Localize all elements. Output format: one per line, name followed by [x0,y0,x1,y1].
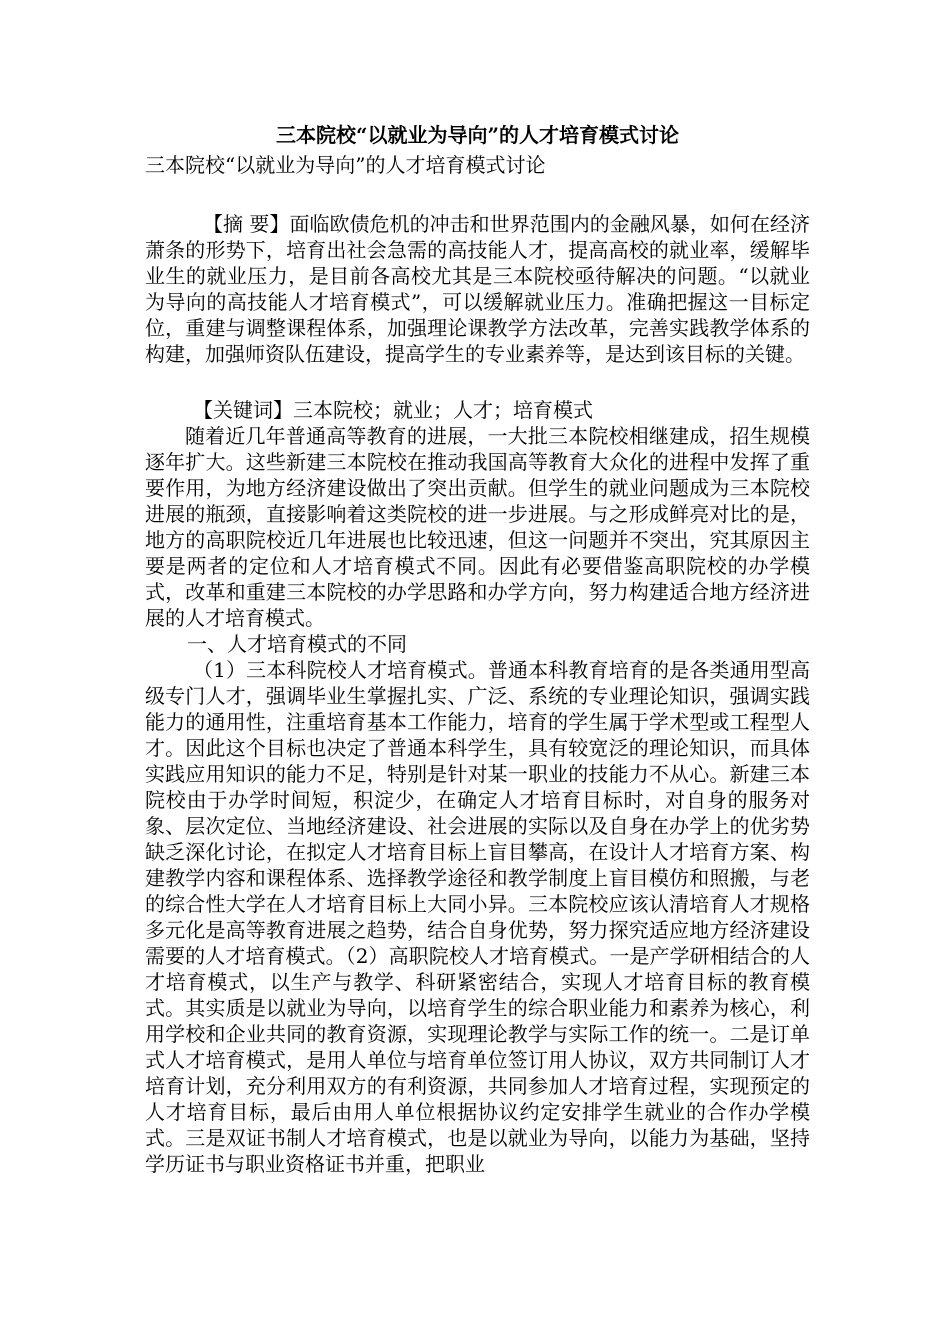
section-heading: 一、人才培育模式的不同 [187,632,407,656]
document-subtitle: 三本院校“以就业为导向”的人才培育模式讨论 [145,153,546,177]
document-page [145,120,810,1177]
intro-paragraph: 随着近几年普通高等教育的进展，一大批三本院校相继建成，招生规模逐年扩大。这些新建三本院校在推动我国高等教育大众化的进程中发挥了重要作用，为地方经济建设做出了突出贡献。但学生的就业问题成为三本院校进展的瓶颈，直接影响着这类院校的进一步进展。与之形成鲜亮对比的是，地方的高职院校近几年进展也比较迅速，但这一问题并不突出，究其原因主要是两者的定位和人才培育模式不同。因此有必要借鉴高职院校的办学模式，改革和重建三本院校的办学思路和办学方向，努力构建适合地方经济进展的人才培育模式。 [145,424,810,630]
section-body-paragraph: （1）三本科院校人才培育模式。普通本科教育培育的是各类通用型高级专门人才，强调毕业生掌握扎实、广泛、系统的专业理论知识，强调实践能力的通用性，注重培育基本工作能力，培育的学生属于学术型或工程型人才。因此这个目标也决定了普通本科学生，具有较宽泛的理论知识，而具体实践应用知识的能力不足，特别是针对某一职业的技能力不从心。新建三本院校由于办学时间短，积淀少，在确定人才培育目标时，对自身的服务对象、层次定位、当地经济建设、社会进展的实际以及自身在办学上的优劣势缺乏深化讨论，在拟定人才培育目标上盲目攀高，在设计人才培育方案、构建教学内容和课程体系、选择教学途径和教学制度上盲目模仿和照搬，与老的综合性大学在人才培育目标上大同小异。三本院校应该认清培育人才规格多元化是高等教育进展之趋势，结合自身优势，努力探究适应地方经济建设需要的人才培育模式。（2）高职院校人才培育模式。一是产学研相结合的人才培育模式，以生产与教学、科研紧密结合，实现人才培育目标的教育模式。其实质是以就业为导向，以培育学生的综合职业能力和素养为核心，利用学校和企业共同的教育资源，实现理论教学与实际工作的统一。二是订单式人才培育模式，是用人单位与培育单位签订用人协议，双方共同制订人才培育计划，充分利用双方的有利资源，共同参加人才培育过程，实现预定的人才培育目标，最后由用人单位根据协议约定安排学生就业的合作办学模式。三是双证书制人才培育模式，也是以就业为导向，以能力为基础，坚持学历证书与职业资格证书并重，把职业 [145,658,810,1176]
keywords-paragraph: 【关键词】三本院校；就业；人才；培育模式 [193,398,593,422]
abstract-paragraph: 【摘 要】面临欧债危机的冲击和世界范围内的金融风暴，如何在经济萧条的形势下，培育出社会急需的高技能人才，提高高校的就业率，缓解毕业生的就业压力，是目前各高校尤其是三本院校亟待解决的问题。“以就业为导向的高技能人才培育模式”，可以缓解就业压力。准确把握这一目标定位，重建与调整课程体系，加强理论课教学方法改革，完善实践教学体系的构建，加强师资队伍建设，提高学生的专业素养等，是达到该目标的关键。 [145,212,810,366]
document-title: 三本院校“以就业为导向”的人才培育模式讨论 [275,123,679,147]
